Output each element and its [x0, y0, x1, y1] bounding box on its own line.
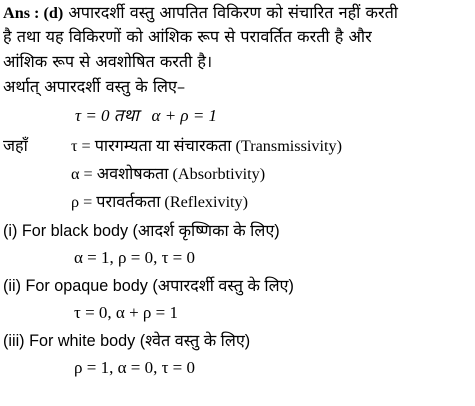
answer-line-2: है तथा यह विकिरणों को आंशिक रूप से परावर्तित करती है और	[3, 27, 372, 46]
answer-line-3: आंशिक रूप से अवशोषित करती है।	[3, 52, 213, 71]
case-equation: α = 1, ρ = 0, τ = 0	[74, 248, 195, 267]
answer-prefix: Ans : (d)	[3, 4, 64, 22]
definition-alpha: α = अवशोषकता (Absorbtivity)	[71, 165, 266, 183]
case-title: (ii) For opaque body (अपारदर्शी वस्तु के लिए)	[3, 277, 294, 295]
case-title: (iii) For white body (श्वेत वस्तु के लिए)	[3, 332, 251, 350]
definition-rho: ρ = परावर्तकता (Reflexivity)	[71, 193, 249, 211]
case-equation: ρ = 1, α = 0, τ = 0	[74, 358, 195, 377]
case-title: (i) For black body (आदर्श कृष्णिका के लिए)	[3, 222, 280, 240]
main-equation-part-b: α + ρ = 1	[151, 106, 218, 125]
main-equation	[75, 105, 217, 127]
answer-line-4: अर्थात् अपारदर्शी वस्तु के लिए–	[3, 77, 186, 96]
where-label: जहाँ	[3, 136, 28, 155]
case-equation: τ = 0, α + ρ = 1	[74, 303, 178, 322]
answer-line-1-text: अपारदर्शी वस्तु आपतित विकिरण को संचारित नहीं करती	[68, 3, 398, 22]
answer-line-1	[3, 2, 398, 24]
definition-tau: τ = पारगम्यता या संचारकता (Transmissivity)	[71, 137, 342, 155]
main-equation-part-a: τ = 0 तथा	[75, 106, 139, 125]
